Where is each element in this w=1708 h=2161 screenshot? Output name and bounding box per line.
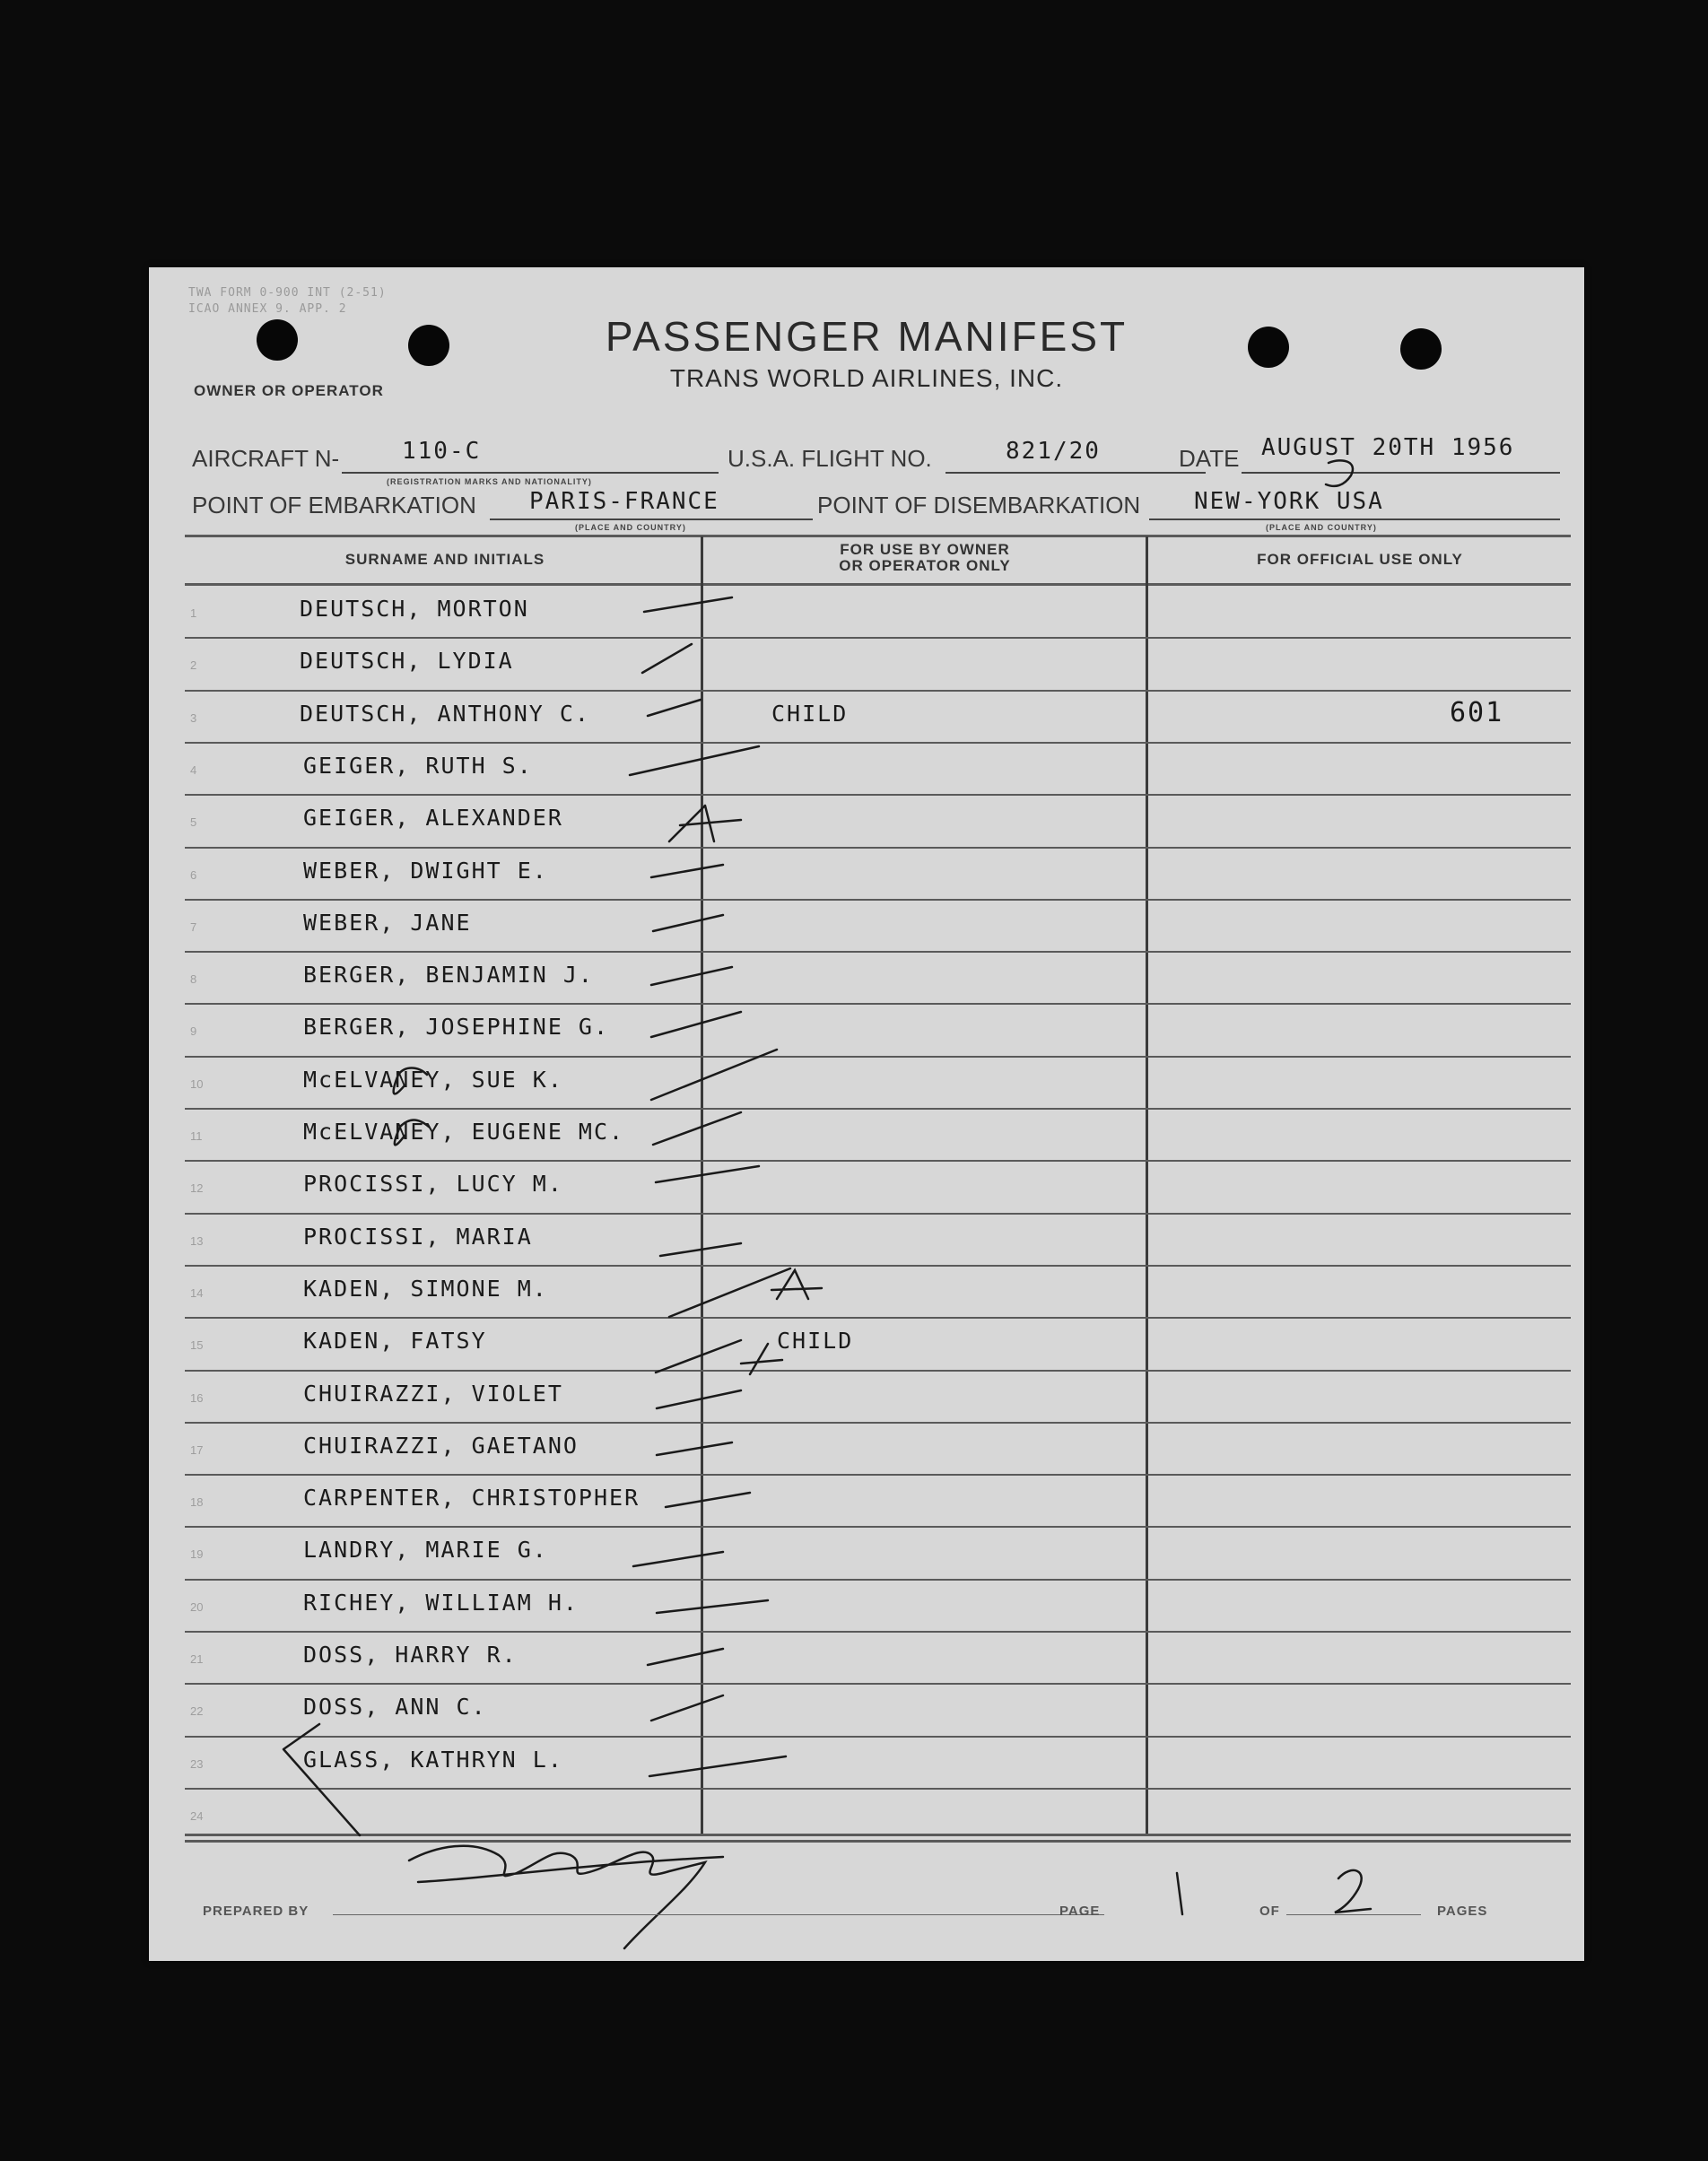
row-number: 4 [190, 762, 197, 777]
passenger-name: BERGER, JOSEPHINE G. [303, 1014, 610, 1041]
page-total-value [1331, 1866, 1332, 1867]
row-number: 14 [190, 1285, 204, 1300]
disembarkation-label: POINT OF DISEMBARKATION [817, 492, 1141, 518]
tick-mark [653, 1112, 741, 1145]
form-code-line1: TWA FORM 0-900 INT (2-51) [188, 286, 387, 300]
tick-mark [669, 806, 741, 841]
flight-label: U.S.A. FLIGHT NO. [728, 445, 932, 472]
preparer-signature [409, 1846, 723, 1948]
tick-mark [649, 1756, 786, 1776]
aircraft-label: AIRCRAFT N- [192, 445, 340, 472]
aircraft-value: 110-C [402, 438, 482, 465]
date-value: AUGUST 20TH 1956 [1261, 434, 1515, 461]
tick-mark [656, 1340, 782, 1374]
passenger-name: PROCISSI, LUCY M. [303, 1171, 563, 1198]
mc-handwritten [394, 1068, 427, 1094]
row-number: 6 [190, 867, 197, 882]
passenger-name: KADEN, SIMONE M. [303, 1275, 548, 1302]
row-number: 8 [190, 972, 197, 987]
row-number: 2 [190, 658, 197, 673]
owner-note: CHILD [771, 700, 849, 727]
passenger-name: KADEN, FATSY [303, 1328, 487, 1355]
manifest-sheet [149, 267, 1584, 1961]
row-number: 13 [190, 1233, 204, 1248]
pages-label: PAGES [1437, 1904, 1488, 1919]
mc-handwritten [395, 1120, 429, 1146]
handwritten-marks [149, 267, 1584, 1961]
row-number: 1 [190, 606, 197, 620]
tick-mark [666, 1493, 750, 1507]
date-label: DATE [1179, 445, 1240, 472]
official-value: 601 [1450, 696, 1504, 728]
passenger-name: PROCISSI, MARIA [303, 1223, 533, 1250]
passenger-name: DOSS, ANN C. [303, 1694, 487, 1721]
tick-mark [660, 1243, 741, 1256]
tick-mark [651, 1695, 723, 1721]
tick-mark [657, 1442, 732, 1455]
tick-mark [642, 644, 692, 673]
passenger-name: WEBER, DWIGHT E. [303, 857, 548, 884]
passenger-name: GLASS, KATHRYN L. [303, 1746, 563, 1773]
official-use-column-header: FOR OFFICIAL USE ONLY [1257, 551, 1463, 568]
prepared-by-label: PREPARED BY [203, 1904, 309, 1919]
row-number: 15 [190, 1338, 204, 1353]
tick-mark [644, 597, 732, 612]
disembarkation-note: (PLACE AND COUNTRY) [1266, 523, 1377, 532]
tick-mark [656, 1166, 759, 1182]
passenger-name: WEBER, JANE [303, 909, 472, 936]
row-number: 3 [190, 710, 197, 725]
passenger-name: McELVANEY, EUGENE MC. [303, 1119, 625, 1145]
passenger-name: LANDRY, MARIE G. [303, 1537, 548, 1564]
owner-note: CHILD [777, 1328, 854, 1355]
passenger-name: BERGER, BENJAMIN J. [303, 962, 594, 989]
tick-mark [633, 1552, 723, 1566]
row-number: 9 [190, 1024, 197, 1039]
row-number: 5 [190, 815, 197, 830]
passenger-name: DEUTSCH, ANTHONY C. [300, 700, 590, 727]
passenger-name: McELVANEY, SUE K. [303, 1066, 563, 1093]
tick-mark [653, 915, 723, 931]
embarkation-label: POINT OF EMBARKATION [192, 492, 476, 518]
form-code-line2: ICAO ANNEX 9. APP. 2 [188, 302, 347, 316]
row-number: 16 [190, 1390, 204, 1405]
flight-value: 821/20 [1006, 438, 1101, 465]
row-number: 20 [190, 1599, 204, 1614]
row-number: 24 [190, 1808, 204, 1823]
tick-mark [657, 1600, 768, 1613]
passenger-name: CARPENTER, CHRISTOPHER [303, 1485, 640, 1512]
passenger-name: DEUTSCH, LYDIA [300, 648, 514, 675]
row-number: 19 [190, 1547, 204, 1562]
embarkation-note: (PLACE AND COUNTRY) [575, 523, 686, 532]
row-number: 11 [190, 1129, 203, 1143]
owner-operator-label: OWNER OR OPERATOR [194, 382, 384, 399]
tick-mark [669, 1268, 822, 1317]
owner-use-header-line1: FOR USE BY OWNER [840, 541, 1010, 558]
passenger-name: CHUIRAZZI, GAETANO [303, 1432, 579, 1459]
embarkation-value: PARIS-FRANCE [529, 488, 719, 515]
registration-note: (REGISTRATION MARKS AND NATIONALITY) [387, 477, 592, 486]
tick-mark [651, 967, 732, 985]
date-correction [1326, 460, 1353, 486]
tick-mark [651, 865, 723, 877]
row-number: 12 [190, 1181, 204, 1196]
tick-mark [630, 746, 759, 775]
form-title: PASSENGER MANIFEST [605, 313, 1128, 360]
of-label: OF [1259, 1904, 1280, 1919]
airline-name: TRANS WORLD AIRLINES, INC. [669, 364, 1064, 392]
page-number-handwritten [1177, 1873, 1182, 1914]
surname-column-header: SURNAME AND INITIALS [344, 551, 545, 568]
row-number: 18 [190, 1495, 204, 1510]
tick-mark [651, 1012, 741, 1037]
bracket-mark [283, 1724, 360, 1835]
tick-mark [651, 1050, 777, 1100]
row-number: 22 [190, 1704, 204, 1719]
row-number: 23 [190, 1756, 204, 1771]
tick-mark [648, 700, 701, 716]
row-number: 21 [190, 1652, 204, 1666]
owner-use-header-line2: OR OPERATOR ONLY [839, 557, 1011, 574]
row-number: 10 [190, 1076, 204, 1091]
passenger-name: DOSS, HARRY R. [303, 1642, 518, 1668]
passenger-name: GEIGER, ALEXANDER [303, 805, 563, 832]
passenger-name: CHUIRAZZI, VIOLET [303, 1380, 563, 1407]
disembarkation-value: NEW-YORK USA [1194, 488, 1384, 515]
page-value [1166, 1866, 1167, 1867]
tick-mark [657, 1390, 741, 1408]
passenger-name: GEIGER, RUTH S. [303, 752, 533, 779]
row-number: 7 [190, 919, 197, 934]
page-label: PAGE [1059, 1904, 1101, 1919]
passenger-name: DEUTSCH, MORTON [300, 596, 529, 622]
passenger-name: RICHEY, WILLIAM H. [303, 1589, 579, 1616]
page-total-handwritten [1335, 1870, 1371, 1913]
row-number: 17 [190, 1442, 204, 1457]
tick-mark [648, 1649, 723, 1665]
